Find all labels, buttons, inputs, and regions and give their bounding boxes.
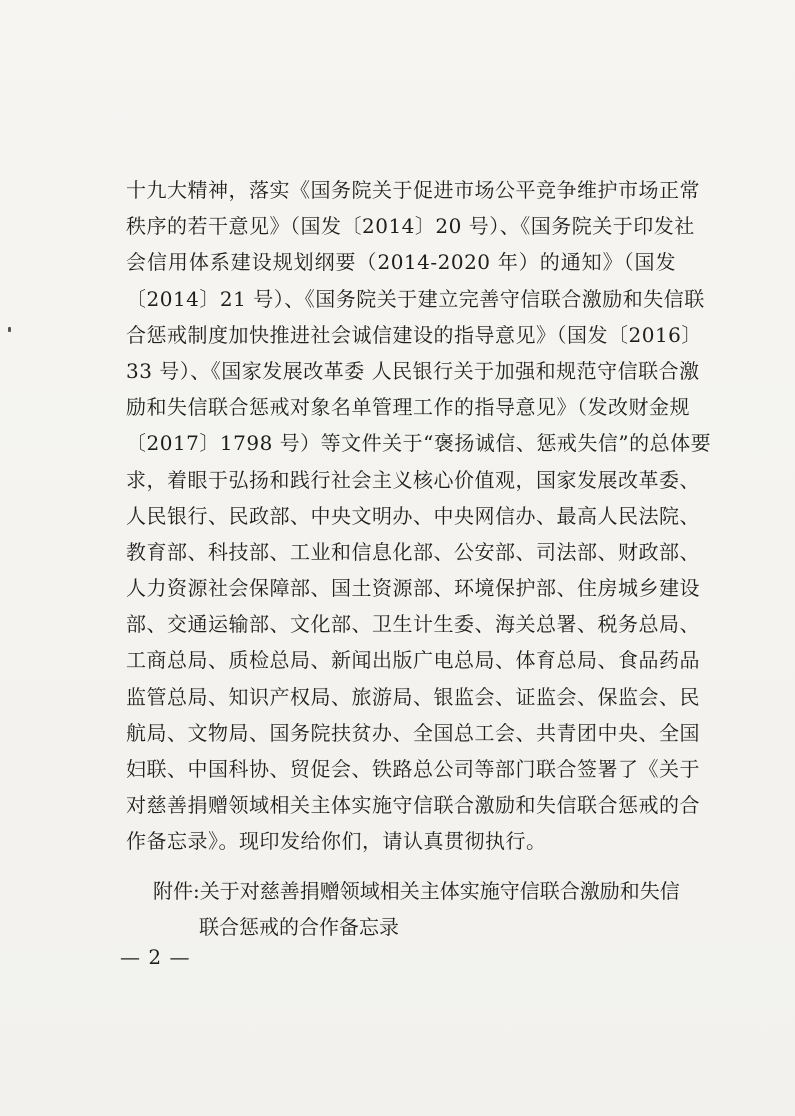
body-line-18: 对慈善捐赠领域相关主体实施守信联合激励和失信联合惩戒的合: [126, 793, 700, 818]
body-line-14: 工商总局、质检总局、新闻出版广电总局、体育总局、食品药品: [126, 648, 700, 673]
body-line-6: 33 号）、《国家发展改革委 人民银行关于加强和规范守信联合激: [126, 358, 700, 383]
body-line-11: 教育部、科技部、工业和信息化部、公安部、司法部、财政部、: [126, 539, 700, 564]
body-line-10: 人民银行、民政部、中央文明办、中央网信办、最高人民法院、: [126, 503, 700, 528]
body-line-5: 合惩戒制度加快推进社会诚信建设的指导意见》（国发〔2016〕: [126, 322, 702, 347]
body-line-7: 励和失信联合惩戒对象名单管理工作的指导意见》（发改财金规: [126, 395, 690, 420]
body-line-9: 求，着眼于弘扬和践行社会主义核心价值观，国家发展改革委、: [126, 467, 700, 492]
scan-speck: [8, 327, 11, 332]
body-paragraph: [126, 172, 712, 860]
body-line-4: 〔2014〕21 号）、《国务院关于建立完善守信联合激励和失信联: [126, 286, 705, 311]
page-number: — 2 —: [120, 945, 191, 969]
attachment-line-2: 联合惩戒的合作备忘录: [199, 915, 399, 939]
body-line-13: 部、交通运输部、文化部、卫生计生委、海关总署、税务总局、: [126, 612, 700, 637]
body-line-15: 监管总局、知识产权局、旅游局、银监会、证监会、保监会、民: [126, 684, 700, 709]
body-line-17: 妇联、中国科协、贸促会、铁路总公司等部门联合签署了《关于: [126, 757, 700, 781]
body-line-12: 人力资源社会保障部、国土资源部、环境保护部、住房城乡建设: [126, 576, 700, 601]
body-line-8: 〔2017〕1798 号）等文件关于“褒扬诚信、惩戒失信”的总体要: [126, 431, 712, 456]
attachment-note: [153, 873, 680, 945]
attachment-line-1: 附件:关于对慈善捐赠领域相关主体实施守信联合激励和失信: [153, 879, 680, 903]
body-line-3: 会信用体系建设规划纲要（2014-2020 年）的通知》（国发: [126, 250, 676, 275]
body-line-19: 作备忘录》。现印发给你们，请认真贯彻执行。: [126, 829, 547, 854]
body-line-1: 十九大精神，落实《国务院关于促进市场公平竞争维护市场正常: [126, 178, 700, 202]
body-line-16: 航局、文物局、国务院扶贫办、全国总工会、共青团中央、全国: [126, 720, 700, 745]
body-line-2: 秩序的若干意见》（国发〔2014〕20 号）、《国务院关于印发社: [126, 214, 695, 239]
